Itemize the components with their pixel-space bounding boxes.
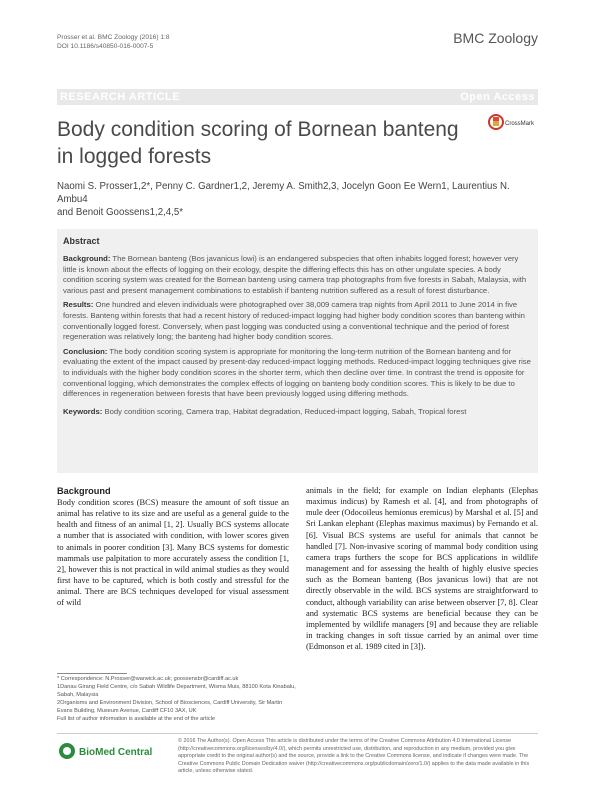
section-label: Background: bbox=[63, 254, 111, 263]
section-text: The body condition scoring system is appropriate for monitoring the long-term nutrition of the Bornean banteng and for evaluating the extent of the impact caused by present-day reduced-impact logging methods. Reduced-impact logging techniques give rise to individuals with the higher body condition scores in the shorter term, which then decline over time. In contrast the trend is opposite for conventional logging, which demonstrates the complex effects of logging on banteng body condition scores. This is likely to be due to differences in regeneration between forests that have been previously logged using differing methods. bbox=[63, 346, 531, 399]
abstract-keywords bbox=[63, 407, 532, 418]
abstract-box bbox=[57, 229, 538, 473]
article-type-banner bbox=[57, 89, 538, 105]
body-paragraph: Body condition scores (BCS) measure the amount of soft tissue an animal has relative to its size and are useful as a general guide to the health and fitness of an animal [1, 2]. Usually BCS systems allocate a number that is associated with condition, with lower scores given to animals in poorer condition [3]. Many BCS systems for domestic mammals use palpitation to more accurately assess the condition [1, 2], however this is not practical in wild animal studies as they would first have to be captured, which is both costly and stressful for the animal. There are BCS techniques developed for visual assessment of wild bbox=[57, 498, 289, 608]
license-text: © 2016 The Author(s). Open Access This article is distributed under the terms of the Creative Commons Attribution 4.0 International License (http://creativecommons.org/licenses/by/4.0/), which permits unrestricted use, distribution, and reproduction in any medium, provided you give appropriate credit to the original author(s) and the source, provide a link to the Creative Commons license, and indicate if changes were made. The Creative Commons Public Domain Dedication waiver (http://creativecommons.org/publicdomain/zero/1.0/) applies to the data made available in this article, unless otherwise stated. bbox=[178, 738, 530, 774]
author-line: and Benoit Goossens1,2,4,5* bbox=[57, 207, 184, 219]
crossmark-label: CrossMark bbox=[505, 121, 535, 127]
footnotes bbox=[57, 676, 297, 723]
section-text: One hundred and eleven individuals were photographed over 38,009 camera trap nights from April 2011 to June 2014 in five forests. Banteng within forests that had a recent history of reduced-impact logging had higher body condition scores than banteng within conventionally logged forest. Conversely, when past logging was conducted using a conventional technique and the period of forest regeneration was relatively long; the banteng had higher body condition scores. bbox=[63, 300, 525, 342]
body-column-left bbox=[57, 485, 289, 609]
open-access-label: Open Access bbox=[460, 91, 535, 103]
section-label: Results: bbox=[63, 300, 94, 310]
footnote: Full list of author information is available at the end of the article bbox=[57, 715, 215, 722]
footnote: * Correspondence: N.Prosser@warwick.ac.uk; goossensbr@cardiff.ac.uk bbox=[57, 676, 239, 682]
abstract-background bbox=[63, 254, 532, 296]
footnote-divider bbox=[57, 673, 127, 674]
footnote: 1Danau Girang Field Centre, c/o Sabah Wildlife Department, Wisma Muis, 88100 Kota Kinabalu, Sabah, Malaysia bbox=[57, 683, 296, 698]
article-title: Body condition scoring of Bornean banteng in logged forests bbox=[57, 118, 459, 168]
abstract-conclusion bbox=[63, 347, 532, 400]
license-divider bbox=[57, 733, 538, 734]
journal-name: BMC Zoology bbox=[453, 30, 538, 46]
biomed-central-logo-icon bbox=[57, 740, 177, 762]
citation-header bbox=[57, 33, 170, 51]
section-text: The Bornean banteng (Bos javanicus lowi) is an endangered subspecies that often inhabits logged forest; however very little is known about the effects of logging on their ecology, despite the differing effects this has on other ungulate species. A body condition scoring system was created for the Bornean banteng using camera trap photographs from five forests in Sabah, Malaysia, with various past and present management combinations to establish if banteng nutrition suffered as a result of forest disturbance. bbox=[63, 254, 527, 295]
article-type-label: RESEARCH ARTICLE bbox=[60, 91, 181, 103]
abstract-heading: Abstract bbox=[63, 236, 100, 246]
section-heading: Background bbox=[57, 486, 111, 496]
author-list bbox=[57, 180, 537, 220]
doi-line: DOI 10.1186/s40850-016-0007-5 bbox=[57, 43, 154, 50]
section-label: Keywords: bbox=[63, 406, 103, 416]
crossmark-icon[interactable] bbox=[488, 113, 540, 133]
body-column-right bbox=[306, 485, 538, 652]
author-line: Naomi S. Prosser1,2*, Penny C. Gardner1,2, Jeremy A. Smith2,3, Jocelyn Goon Ee Wern1, Laurentius N. Ambu4 bbox=[57, 181, 510, 206]
keywords-text: Body condition scoring, Camera trap, Habitat degradation, Reduced-impact logging, Sabah, Tropical forest bbox=[104, 406, 467, 416]
section-label: Conclusion: bbox=[63, 346, 108, 356]
publisher-logo-text: BioMed Central bbox=[79, 747, 153, 758]
body-paragraph: animals in the field; for example on Indian elephants (Elephas maximus indicus) by Ramesh et al. [4], and from photographs of mule deer (Odocoileus hemionus eremicus) by Marshal et al. [5] and Sri Lankan elephant (Elephas maximus maximus) by Fernando et al. [6]. Visual BCS systems are useful for animals that cannot be handled [7]. Non-invasive scoring of mammal body condition using camera traps furthers the scope for BCS applications in wildlife management and for assessing the health of highly elusive species such as the Bornean banteng (Bos javanicus lowi) that are not directly observable in the wild. BCS systems are straightforward to conduct, although variability can arise between observer [7, 8]. Clear and systematic BCS systems are beneficial because they can be implemented by wildlife managers [9] and because they are reliable in tracking changes in soft tissue carried by an animal over time (Edmonson et al. 1989 cited in [3]). bbox=[306, 486, 538, 652]
abstract-results bbox=[63, 300, 532, 342]
citation-line: Prosser et al. BMC Zoology (2016) 1:8 bbox=[57, 34, 170, 41]
footnote: 2Organisms and Environment Division, School of Biosciences, Cardiff University, Sir Martin Evans Building, Museum Avenue, Cardiff CF10 3AX, UK bbox=[57, 699, 283, 714]
